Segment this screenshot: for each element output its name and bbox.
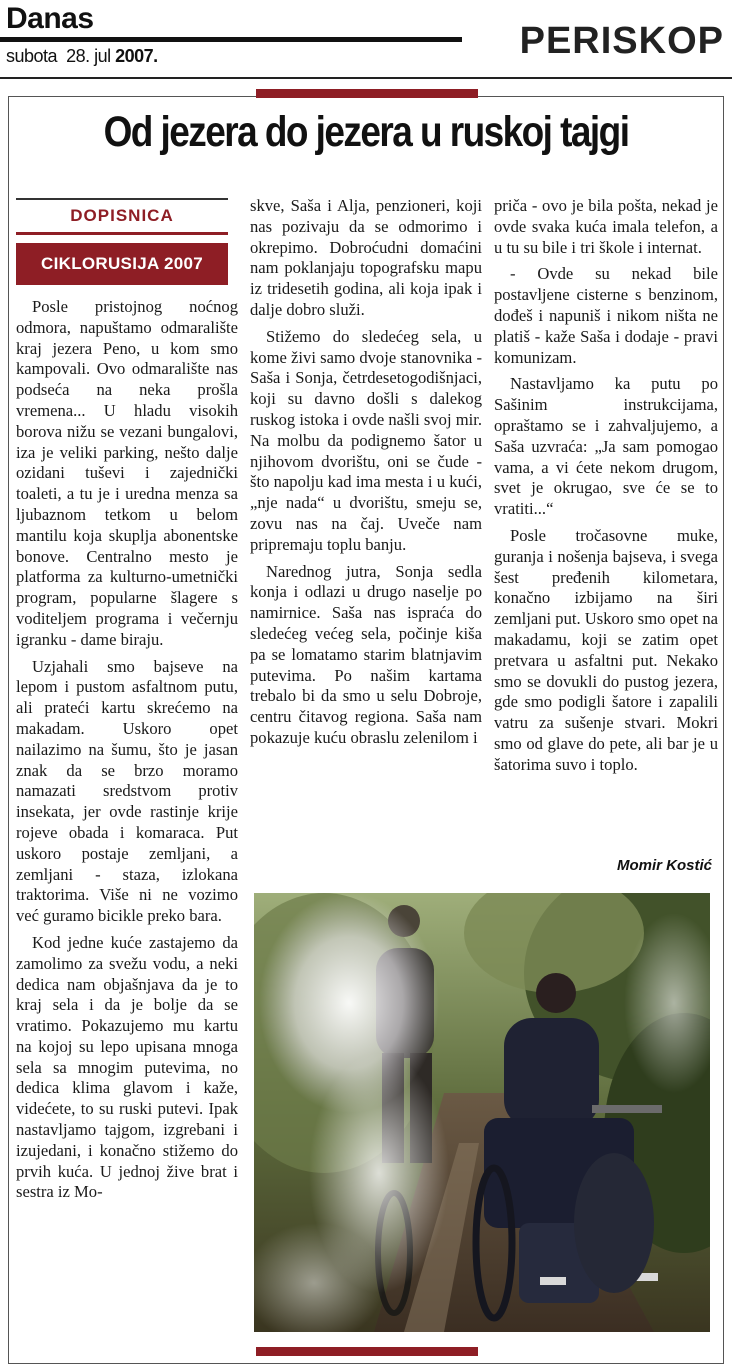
paragraph: Nastavljamo ka putu po Sašinim instrukcijama, opraštamo se i zahvaljujemo, a Saša uzvraća: „Ja sam pomogao vama, a vi ćete nekom drugom, svet je okrugao, sve će se to vratiti...“ bbox=[494, 374, 718, 519]
paragraph: priča - ovo je bila pošta, nekad je ovde svaka kuća imala telefon, a u tu su bile i tri škole i internat. bbox=[494, 196, 718, 257]
kicker-divider bbox=[16, 232, 228, 235]
issue-weekday: subota bbox=[6, 46, 58, 66]
paragraph: skve, Saša i Alja, penzioneri, koji nas pozivaju da se odmorimo i okrepimo. Dobroćudni domaćini nam poklanjaju topografsku mapu iz tridesetih godina, ali koja ipak i dalje dobro služi. bbox=[250, 196, 482, 319]
kicker-label: DOPISNICA bbox=[70, 206, 174, 225]
cyclists-in-forest-image bbox=[254, 893, 710, 1332]
issue-day-month: 28. jul bbox=[66, 46, 111, 66]
series-badge: CIKLORUSIJA 2007 bbox=[16, 243, 228, 285]
section-name: PERISKOP bbox=[519, 20, 724, 62]
top-accent-bar bbox=[256, 89, 478, 98]
masthead-rule bbox=[0, 37, 462, 42]
paragraph: - Ovde su nekad bile postavljene cisterne s benzinom, dođeš i napuniš i nikom ništa ne platiš - kaže Saša i dodaje - pravi komunizam. bbox=[494, 264, 718, 367]
paper-name: Danas bbox=[6, 2, 94, 35]
author-signature: Momir Kostić bbox=[616, 857, 712, 874]
kicker-rule bbox=[16, 198, 228, 200]
article-column-3 bbox=[494, 196, 718, 776]
article-column-1 bbox=[16, 297, 238, 1203]
paragraph: Uzjahali smo bajseve na lepom i pustom asfaltnom putu, ali prateći kartu skrećemo na makadam. Uskoro opet nailazimo na šumu, što je jasan znak da se brzo moramo namazati sredstvom protiv insekata, jer ovde rastinje krije rojeve obada i komaraca. Put uskoro postaje zemljani, a zemljani - staza, izlokana traktorima. Više ni ne vozimo već guramo bicikle preko bara. bbox=[16, 656, 238, 926]
masthead-bottom-rule bbox=[0, 77, 732, 79]
issue-date bbox=[6, 46, 158, 67]
article-column-2 bbox=[250, 196, 482, 749]
article-headline: Od jezera do jezera u ruskoj tajgi bbox=[103, 108, 629, 156]
issue-year: 2007. bbox=[115, 46, 158, 66]
masthead bbox=[0, 0, 732, 80]
paragraph: Posle tročasovne muke, guranja i nošenja bajseva, i svega šest pređenih kilometara, konačno izbijamo na širi zemljani put. Uskoro smo opet na makadamu, koji se zatim opet pretvara u asfaltni put. Nekako smo se dovukli do pustog jezera, gde smo podigli šatore i zapalili vatru za sušenje stvari. Mokri smo od glave do pete, ali bar je u šatorima suvo i toplo. bbox=[494, 525, 718, 774]
paragraph: Posle pristojnog noćnog odmora, napuštamo odmaralište kraj jezera Peno, u kom smo kampovali. Ovo odmaralište nas podseća na neka prošla vremena... U hladu visokih borova nižu se vezani bungalovi, iza je veliki parking, nešto dalje ozidani tuševi i zajednički toaleti, a tu je i uredna menza sa ljubaznom tetkom u belom mantilu koja skuplja abonentske bonove. Centralno mesto je platforma za kulturno-umetnički program, popularne šlagere s voditeljem programa i večernju igranku - dame biraju. bbox=[16, 297, 238, 649]
paragraph: Narednog jutra, Sonja sedla konja i odlazi u drugo naselje po namirnice. Saša nas ispraća do sledećeg većeg sela, počinje kiša pa se lomatamo starim blatnjavim putevima. Po našim kartama trebalo bi da smo u selu Dobroje, centru čitavog regiona. Saša nam pokazuje kuću obraslu zelenilom i bbox=[250, 561, 482, 747]
bottom-accent-bar bbox=[256, 1347, 478, 1356]
paragraph: Stižemo do sledećeg sela, u kome živi samo dvoje stanovnika - Saša i Sonja, četrdesetogodišnjaci, koji su davno došli s dalekog ruskog istoka i ovde našli svoj mir. Na molbu da podignemo šator u njihovom dvorištu, oni se čude - što napolju kad ima mesta i u kući, „nje nada“ u dvorištu, smeju se, zovu nas na čaj. Uveče nam pripremaju toplu banju. bbox=[250, 326, 482, 554]
paragraph: Kod jedne kuće zastajemo da zamolimo za svežu vodu, a neki dedica nam objašnjava da je to kraj sela i da je bolje da se vratimo. Pokazujemo mu kartu na kojoj su lepo upisana mnoga sela sa mnogim putevima, no dedica klima glavom i kaže, videćete, to su ruski putevi. Ipak nastavljamo tajgom, izgrebani i izujedani, i konačno stižemo do prvih kuća. U jednoj žive brat i sestra iz Mo- bbox=[16, 932, 238, 1202]
article-photo bbox=[254, 893, 710, 1332]
